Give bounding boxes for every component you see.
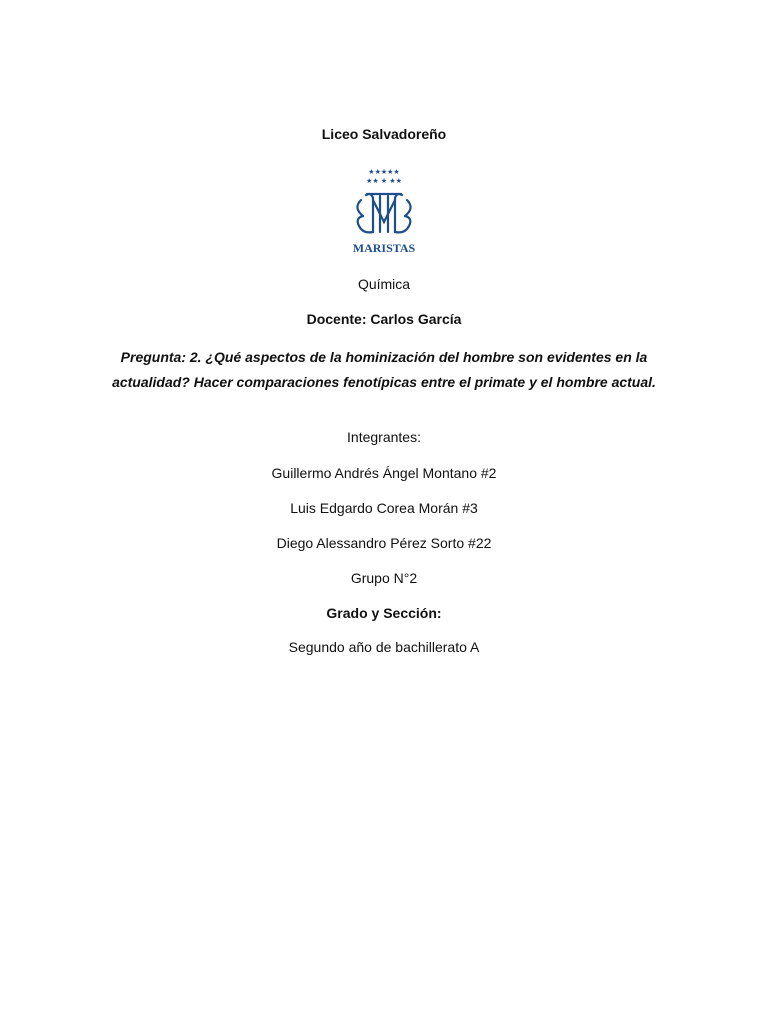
svg-text:★★ ★ ★★: ★★ ★ ★★ [366, 177, 402, 185]
maristas-emblem-icon [341, 160, 427, 260]
monogram [357, 194, 410, 232]
member-2: Luis Edgardo Corea Morán #3 [290, 500, 478, 516]
svg-text:★★★★★: ★★★★★ [368, 168, 400, 176]
group: Grupo N°2 [350, 570, 418, 586]
subject: Química [357, 276, 411, 292]
maristas-logo [341, 160, 427, 260]
member-3: Diego Alessandro Pérez Sorto #22 [276, 535, 492, 551]
grade-value: Segundo año de bachillerato A [288, 639, 480, 655]
logo-text: MARISTAS [352, 241, 416, 255]
members-label: Integrantes: [347, 429, 421, 445]
grade-label: Grado y Sección: [326, 605, 442, 621]
member-1: Guillermo Andrés Ángel Montano #2 [271, 465, 497, 481]
question: Pregunta: 2. ¿Qué aspectos de la hominización del hombre son evidentes en la actualidad? Hacer comparaciones fenotípicas entre el primate y el hombre actual. [112, 349, 656, 390]
teacher: Docente: Carlos García [306, 311, 462, 327]
stars-arc [366, 168, 402, 185]
school-name: Liceo Salvadoreño [321, 126, 447, 142]
